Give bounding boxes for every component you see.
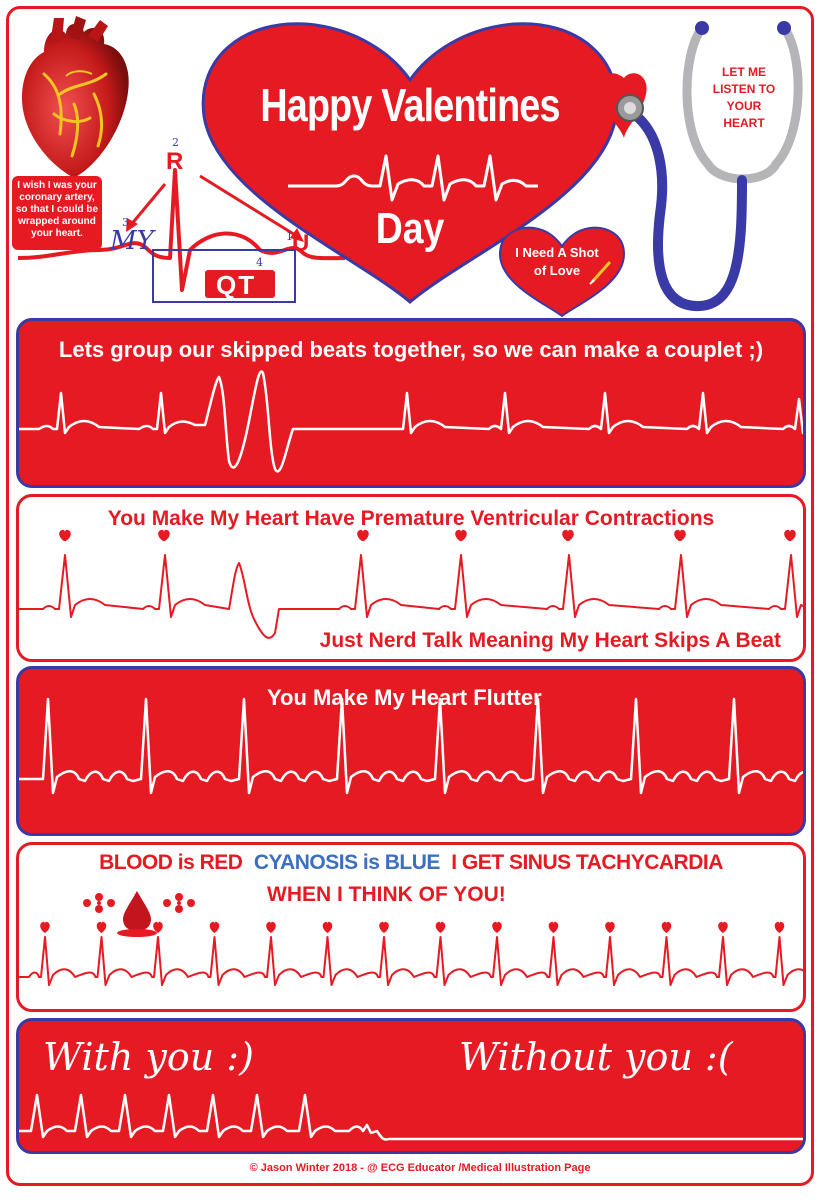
ecg-label-r: R <box>166 148 184 175</box>
heart-marker-icon <box>266 922 276 933</box>
flutter-ecg-trace <box>19 669 806 836</box>
flourish-right-icon <box>163 893 195 913</box>
poem-red-text: BLOOD is RED <box>99 851 243 874</box>
footer-credit: © Jason Winter 2018 - @ ECG Educator /Medical Illustration Page <box>249 1162 591 1174</box>
ecg-label-my: MY <box>110 226 154 256</box>
with-without-ecg-trace <box>19 1021 806 1154</box>
heart-beat-markers <box>59 530 796 541</box>
listen-heart-text: LET ME LISTEN TO YOUR HEART <box>712 65 776 130</box>
without-you-text: Without you :( <box>459 1035 733 1079</box>
heart-marker-icon <box>436 922 446 933</box>
coronary-artery-caption: I wish I was your coronary artery, so that I could be wrapped around your heart. <box>15 180 99 239</box>
heart-marker-icon <box>775 922 785 933</box>
flourish-left-icon <box>83 893 115 913</box>
with-you-text: With you :) <box>43 1035 254 1079</box>
ecg-label-1: 1 <box>286 230 293 243</box>
ecg-label-3: 3 <box>122 216 129 229</box>
heart-marker-icon <box>662 922 672 933</box>
heart-marker-icon <box>97 922 107 933</box>
ecg-label-4: 4 <box>256 256 263 269</box>
heart-marker-icon <box>210 922 220 933</box>
ecg-label-u: U <box>292 230 310 257</box>
blood-drop-icon <box>123 891 151 931</box>
heart-marker-icon <box>605 922 615 933</box>
stethoscope-illustration <box>590 14 810 314</box>
heart-marker-icon <box>492 922 502 933</box>
with-without-panel <box>16 1018 806 1154</box>
heart-marker-icon <box>379 922 389 933</box>
heart-marker-icon <box>549 922 559 933</box>
heart-marker-icon <box>40 922 50 933</box>
flutter-panel <box>16 666 806 836</box>
poem-line-2: WHEN I THINK OF YOU! <box>267 883 506 906</box>
flutter-text: You Make My Heart Flutter <box>267 685 542 710</box>
ecg-label-qt: QT <box>216 270 257 300</box>
heart-marker-icon <box>323 922 333 933</box>
shot-of-love-text: I Need A Shot of Love <box>515 245 599 278</box>
poem-panel <box>16 842 806 1012</box>
couplet-panel <box>16 318 806 488</box>
pvc-top-text: You Make My Heart Have Premature Ventricular Contractions <box>107 507 715 530</box>
pvc-panel <box>16 494 806 662</box>
poem-blue-text: CYANOSIS is BLUE <box>253 851 440 874</box>
title-line-2: Day <box>375 204 445 253</box>
ecg-label-2: 2 <box>172 136 179 149</box>
title-line-1: Happy Valentines <box>260 79 560 131</box>
pvc-bottom-text: Just Nerd Talk Meaning My Heart Skips A Beat <box>319 629 781 652</box>
heart-marker-icon <box>718 922 728 933</box>
poem-rest-text: I GET SINUS TACHYCARDIA <box>451 851 723 874</box>
couplet-text: Lets group our skipped beats together, so we can make a couplet ;) <box>58 337 764 362</box>
